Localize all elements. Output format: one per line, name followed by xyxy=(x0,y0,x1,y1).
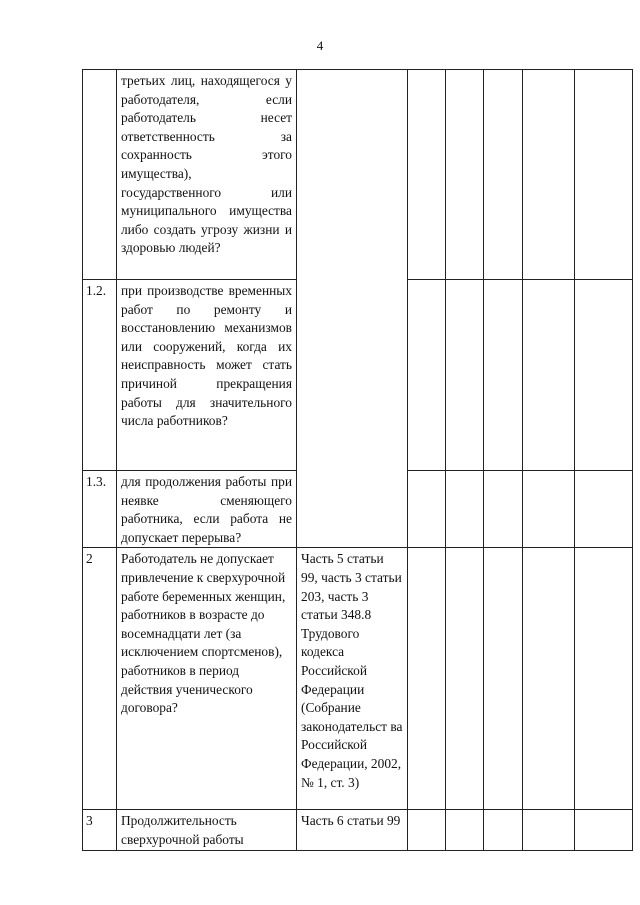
answer-cell xyxy=(575,471,633,548)
answer-cell xyxy=(575,548,633,810)
answer-cell xyxy=(575,70,633,280)
question-cell: третьих лиц, находящегося у работодателя, если работодатель несет ответственность за сохранность этого имущества), государственного или муниципального имущества либо создать угрозу жизни и здоровью людей? xyxy=(117,70,297,280)
answer-cell xyxy=(575,280,633,471)
answer-cell xyxy=(484,548,523,810)
table-row xyxy=(83,70,633,280)
answer-cell xyxy=(408,810,446,850)
requirement-cell: Часть 6 статьи 99 xyxy=(297,810,408,850)
answer-cell xyxy=(523,471,575,548)
answer-cell xyxy=(523,810,575,850)
answer-cell xyxy=(446,280,484,471)
answer-cell xyxy=(408,70,446,280)
answer-cell xyxy=(446,471,484,548)
answer-cell xyxy=(523,548,575,810)
answer-cell xyxy=(484,471,523,548)
question-cell: Продолжительность сверхурочной работы xyxy=(117,810,297,850)
answer-cell xyxy=(575,810,633,850)
checklist-table xyxy=(82,69,633,851)
row-number: 1.3. xyxy=(83,471,117,548)
answer-cell xyxy=(446,548,484,810)
row-number: 3 xyxy=(83,810,117,850)
answer-cell xyxy=(523,70,575,280)
answer-cell xyxy=(523,280,575,471)
requirement-cell: Часть 5 статьи 99, часть 3 статьи 203, часть 3 статьи 348.8 Трудового кодекса Российской Федерации (Собрание законодательст ва Российской Федерации, 2002, № 1, ст. 3) xyxy=(297,548,408,810)
requirement-cell xyxy=(297,70,408,548)
answer-cell xyxy=(446,70,484,280)
row-number: 2 xyxy=(83,548,117,810)
row-number xyxy=(83,70,117,280)
table-row xyxy=(83,810,633,850)
answer-cell xyxy=(408,548,446,810)
answer-cell xyxy=(408,280,446,471)
answer-cell xyxy=(484,810,523,850)
answer-cell xyxy=(484,280,523,471)
answer-cell xyxy=(408,471,446,548)
answer-cell xyxy=(484,70,523,280)
page-number: 4 xyxy=(316,38,324,53)
answer-cell xyxy=(446,810,484,850)
question-cell: Работодатель не допускает привлечение к сверхурочной работе беременных женщин, работников в возрасте до восемнадцати лет (за исключением спортсменов), работников в период действия ученического договора? xyxy=(117,548,297,810)
table-row xyxy=(83,548,633,810)
question-cell: при производстве временных работ по ремонту и восстановлению механизмов или сооружений, когда их неисправность может стать причиной прекращения работы для значительного числа работников? xyxy=(117,280,297,471)
question-cell: для продолжения работы при неявке сменяющего работника, если работа не допускает перерыва? xyxy=(117,471,297,548)
row-number: 1.2. xyxy=(83,280,117,471)
